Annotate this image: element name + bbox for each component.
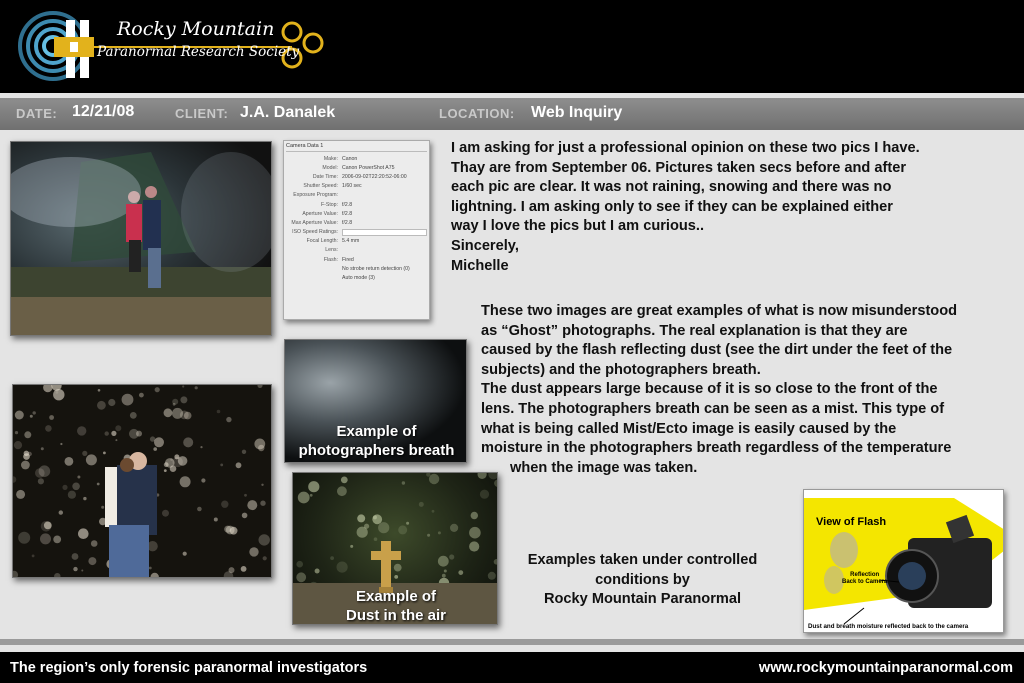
view-of-flash-label: View of Flash: [816, 516, 887, 528]
message-line: lightning. I am asking only to see if they can be explained either: [451, 198, 893, 215]
dust-orb: [315, 569, 320, 574]
dust-orb: [154, 437, 164, 447]
dust-orb: [341, 477, 348, 484]
dust-orb: [60, 443, 62, 445]
footer-divider: [0, 639, 1024, 645]
dust-orb: [247, 500, 257, 510]
dust-orb: [151, 573, 159, 578]
dust-orb: [82, 451, 87, 456]
dust-orb: [115, 439, 117, 441]
dust-orb: [180, 476, 191, 487]
dust-orb: [103, 452, 106, 455]
dust-orb: [184, 412, 192, 420]
dust-orb: [24, 431, 31, 438]
dust-orb: [394, 575, 398, 579]
dust-orb: [419, 502, 424, 507]
photo-breath-example: [284, 339, 467, 463]
explanation-line: what is being called Mist/Ecto image is easily caused by the: [481, 420, 897, 437]
exif-row: Make: Canon: [323, 155, 358, 162]
dust-orb: [221, 501, 228, 508]
dust-orb: [469, 541, 479, 551]
exif-row: Focal Length: 5.4 mm: [306, 238, 360, 245]
dust-orb: [183, 437, 193, 447]
dust-orb: [182, 385, 184, 387]
dust-orb: [220, 464, 223, 467]
dust-orb: [77, 426, 86, 435]
dust-orb: [97, 401, 106, 410]
message-line: Sincerely,: [451, 237, 519, 254]
dust-orb: [427, 534, 430, 537]
dust-orb: [242, 450, 246, 454]
dust-orb: [201, 478, 205, 482]
dust-orb: [195, 386, 198, 389]
dust-orb: [149, 567, 152, 570]
exif-row: Model: Canon PowerShot A75: [322, 164, 395, 171]
dust-orb: [108, 399, 115, 406]
dust-orb: [330, 556, 334, 560]
dust-orb: [54, 573, 60, 578]
exif-row: ISO Speed Ratings:: [286, 228, 427, 237]
dust-orb: [53, 536, 61, 544]
client-value: J.A. Danalek: [240, 104, 336, 121]
dust-orb: [155, 387, 160, 392]
dust-orb: [374, 537, 378, 541]
dust-orb: [98, 389, 101, 392]
dust-orb: [480, 490, 489, 499]
dust-orb: [494, 559, 498, 565]
dust-orb: [81, 570, 83, 572]
dust-orb: [164, 469, 167, 472]
footer-tagline: The region’s only forensic paranormal investigators: [10, 660, 368, 676]
dust-orb: [62, 485, 67, 490]
exif-header: Camera Data 1: [286, 143, 427, 152]
dust-orb: [398, 525, 407, 534]
dust-orb: [259, 534, 270, 545]
dust-orb: [488, 572, 496, 580]
header-bar: [0, 0, 1024, 93]
dust-orb: [53, 389, 64, 400]
exif-row: Exposure Program:: [293, 192, 338, 199]
dust-orb: [86, 454, 97, 465]
dust-orb: [197, 507, 202, 512]
dust-orb: [217, 410, 221, 414]
dust-orb: [450, 524, 458, 532]
dust-orb: [33, 411, 36, 414]
dust-orb: [13, 476, 16, 483]
dust-orb: [21, 461, 30, 470]
photo-dust-couple: [12, 384, 272, 578]
dust-orb: [258, 445, 264, 451]
dust-orb: [308, 481, 319, 492]
client-label: CLIENT:: [175, 106, 229, 121]
dust-orb: [242, 513, 248, 519]
date-value: 12/21/08: [72, 103, 135, 120]
location-value: Web Inquiry: [531, 104, 623, 121]
dust-orb: [357, 527, 368, 538]
dust-orb: [49, 415, 54, 420]
dust-orb: [214, 518, 218, 522]
dust-orb: [38, 478, 44, 484]
dust-orb: [83, 497, 86, 500]
client-message: [451, 139, 1011, 276]
dust-orb: [41, 521, 52, 532]
logo-subtitle: Paranormal Research Society: [97, 44, 300, 60]
explanation-line: caused by the flash reflecting dust (see the dirt under the feet of the: [481, 342, 953, 359]
dust-orb: [88, 557, 96, 565]
dust-orb: [97, 483, 100, 486]
dust-orb: [150, 436, 155, 441]
dust-orb: [378, 522, 389, 533]
dust-orb: [13, 571, 18, 578]
dust-orb: [16, 490, 25, 499]
dust-orb: [101, 506, 104, 509]
dust-orb: [72, 553, 79, 560]
dust-orb: [180, 396, 187, 403]
dust-orb: [296, 572, 306, 582]
camera-flash-icon: [804, 490, 1004, 633]
explanation-line: moisture in the photographers breath regardless of the temperature: [481, 440, 952, 457]
dust-orb: [444, 570, 447, 573]
dust-orb: [183, 552, 187, 556]
explanation-line: subjects) and the photographers breath.: [481, 361, 761, 378]
dust-caption: Example of Dust in the air: [345, 588, 446, 624]
dust-orb: [172, 399, 178, 405]
dust-orb: [494, 480, 498, 487]
dust-orb: [111, 431, 116, 436]
dust-orb: [241, 566, 247, 572]
dust-orb: [28, 452, 32, 456]
exif-row: F-Stop: f/2.8: [320, 201, 353, 208]
dust-orb: [244, 494, 247, 497]
dust-orb: [59, 510, 63, 514]
dust-orb: [30, 415, 33, 418]
dust-orb: [41, 447, 44, 450]
explanation-line: The dust appears large because of it is so close to the front of the: [481, 381, 938, 398]
flash-diagram: [803, 489, 1004, 633]
explanation-line: as “Ghost” photographs. The real explanation is that they are: [481, 322, 908, 339]
dust-orb: [236, 462, 242, 468]
dust-orb: [394, 564, 402, 572]
dust-orb: [162, 510, 169, 517]
dust-orb: [78, 528, 89, 539]
dust-orb: [260, 501, 265, 506]
dust-orb: [449, 554, 454, 559]
dust-orb: [438, 531, 441, 534]
exif-row: Aperture Value: f/2.8: [302, 210, 353, 217]
explanation-line: lens. The photographers breath can be seen as a mist. This type of: [481, 400, 945, 417]
dust-orb: [263, 556, 267, 560]
reflection-label: Reflection Back to Camera: [842, 572, 888, 585]
dust-orb: [357, 514, 365, 522]
dust-orb: [164, 462, 169, 467]
dust-orb: [226, 417, 231, 422]
dust-orb: [257, 385, 262, 388]
dust-orb: [73, 567, 77, 571]
dust-orb: [261, 484, 263, 486]
message-line: Michelle: [451, 257, 509, 274]
photo-dust-example: [292, 472, 498, 625]
dust-orb: [406, 522, 409, 525]
dust-orb: [18, 532, 30, 544]
dust-orb: [458, 570, 463, 575]
dust-orb: [43, 385, 52, 392]
exif-row: Auto mode (3): [342, 275, 375, 282]
date-label: DATE:: [16, 106, 58, 121]
dust-orb: [139, 393, 144, 398]
dust-orb: [164, 408, 173, 417]
exif-row: No strobe return detection (0): [342, 265, 410, 272]
case-info-bar: [0, 98, 1024, 130]
dust-orb: [442, 574, 446, 578]
exif-row: Flash: Fired: [323, 256, 354, 263]
exif-row: Lens:: [325, 247, 338, 254]
exif-row: Max Aperture Value: f/2.8: [291, 219, 353, 226]
dust-orb: [136, 431, 142, 437]
footer-url[interactable]: www.rockymountainparanormal.com: [758, 660, 1013, 676]
dust-orb: [337, 486, 347, 496]
dust-orb: [438, 556, 449, 567]
controlled-conditions-note: Examples taken under controlled conditions by Rocky Mountain Paranormal: [527, 552, 758, 608]
dust-orb: [153, 447, 157, 451]
dust-orb: [402, 481, 405, 484]
explanation-text: [481, 302, 1024, 478]
dust-orb: [65, 457, 74, 466]
dust-orb: [130, 412, 137, 419]
dust-orb: [105, 431, 109, 435]
dust-orb: [15, 431, 18, 434]
dust-orb: [310, 494, 313, 497]
diagram-caption: Dust and breath moisture reflected back to the camera: [808, 623, 969, 630]
message-line: Thay are from September 06. Pictures taken secs before and after: [451, 159, 907, 176]
dust-orb: [298, 492, 310, 504]
logo-title: Rocky Mountain: [117, 18, 275, 40]
dust-orb: [429, 474, 439, 484]
message-line: I am asking for just a professional opinion on these two pics I have.: [451, 140, 920, 156]
dust-orb: [122, 394, 134, 406]
camera-exif-panel: [283, 140, 430, 320]
dust-orb: [39, 465, 51, 477]
photo-mist-couple: [10, 141, 272, 336]
dust-orb: [296, 561, 303, 568]
exif-row: Shutter Speed: 1/60 sec: [303, 183, 362, 190]
breath-caption: Example of photographers breath: [298, 423, 455, 459]
footer-bar: [0, 652, 1024, 683]
dust-orb: [68, 491, 76, 499]
dust-orb: [77, 476, 80, 479]
message-line: each pic are clear. It was not raining, snowing and there was no: [451, 179, 892, 196]
dust-orb: [337, 562, 348, 573]
dust-orb: [350, 545, 353, 548]
dust-orb: [471, 512, 478, 519]
dust-orb: [91, 540, 98, 547]
dust-orb: [45, 425, 52, 432]
dust-orb: [14, 441, 22, 449]
explanation-line: These two images are great examples of what is now misunderstood: [481, 303, 958, 319]
dust-orb: [178, 456, 188, 466]
dust-orb: [115, 425, 121, 431]
dust-orb: [249, 547, 258, 556]
dust-orb: [32, 555, 35, 558]
dust-orb: [200, 446, 202, 448]
dust-orb: [40, 533, 51, 544]
dust-orb: [72, 483, 80, 491]
dust-orb: [469, 527, 481, 539]
dust-orb: [224, 526, 231, 533]
dust-orb: [372, 514, 382, 524]
message-line: way I love the pics but I am curious..: [451, 218, 705, 235]
dust-orb: [432, 510, 435, 513]
dust-orb: [15, 411, 24, 420]
explanation-line: when the image was taken.: [510, 459, 698, 476]
location-label: LOCATION:: [439, 106, 515, 121]
exif-row: Date Time: 2006-09-02T22:20:52-06:00: [312, 173, 407, 180]
